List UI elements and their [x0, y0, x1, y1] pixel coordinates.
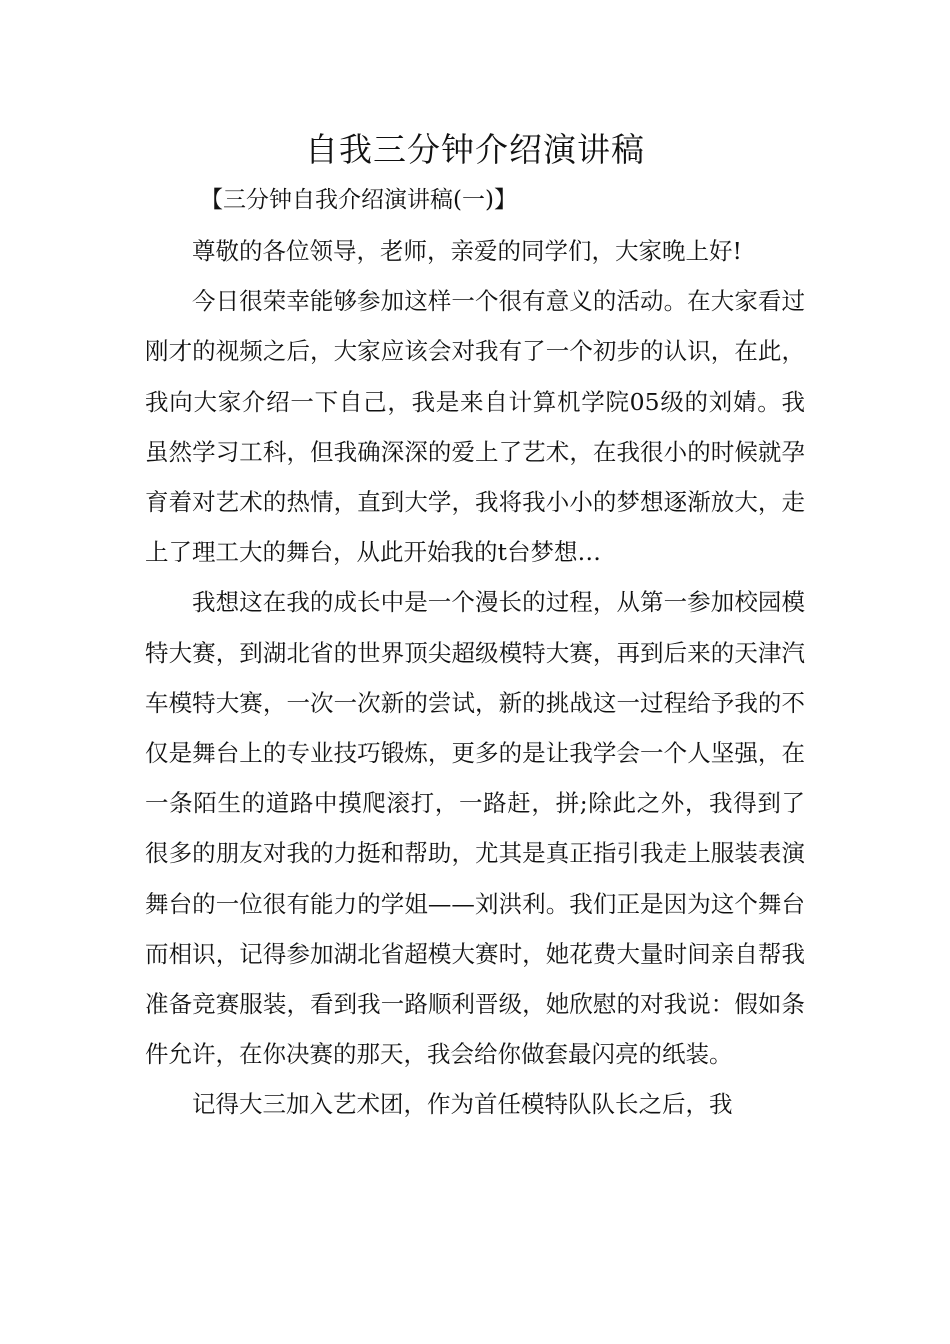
paragraph-art-troupe: 记得大三加入艺术团，作为首任模特队队长之后，我 [192, 1090, 733, 1119]
paragraph-greeting: 尊敬的各位领导，老师，亲爱的同学们，大家晚上好! [192, 237, 742, 265]
document-subtitle: 【三分钟自我介绍演讲稿(一)】 [200, 187, 517, 213]
document-body [145, 226, 805, 1130]
document-title: 自我三分钟介绍演讲稿 [305, 130, 645, 169]
paragraph-growth: 我想这在我的成长中是一个漫长的过程，从第一参加校园模特大赛，到湖北省的世界顶尖超级模特大赛，再到后来的天津汽车模特大赛，一次一次新的尝试，新的挑战这一过程给予我的不仅是舞台上的专业技巧锻炼，更多的是让我学会一个人坚强，在一条陌生的道路中摸爬滚打，一路赶，拼;除此之外，我得到了很多的朋友对我的力挺和帮助，尤其是真正指引我走上服装表演舞台的一位很有能力的学姐——刘洪利。我们正是因为这个舞台而相识，记得参加湖北省超模大赛时，她花费大量时间亲自帮我准备竞赛服装，看到我一路顺利晋级，她欣慰的对我说：假如条件允许，在你决赛的那天，我会给你做套最闪亮的纸装。 [145, 588, 805, 1069]
paragraph-introduction: 今日很荣幸能够参加这样一个很有意义的活动。在大家看过刚才的视频之后，大家应该会对我有了一个初步的认识，在此，我向大家介绍一下自己，我是来自计算机学院05级的刘婧。我虽然学习工科，但我确深深的爱上了艺术，在我很小的时候就孕育着对艺术的热情，直到大学，我将我小小的梦想逐渐放大，走上了理工大的舞台，从此开始我的t台梦想… [145, 287, 805, 567]
